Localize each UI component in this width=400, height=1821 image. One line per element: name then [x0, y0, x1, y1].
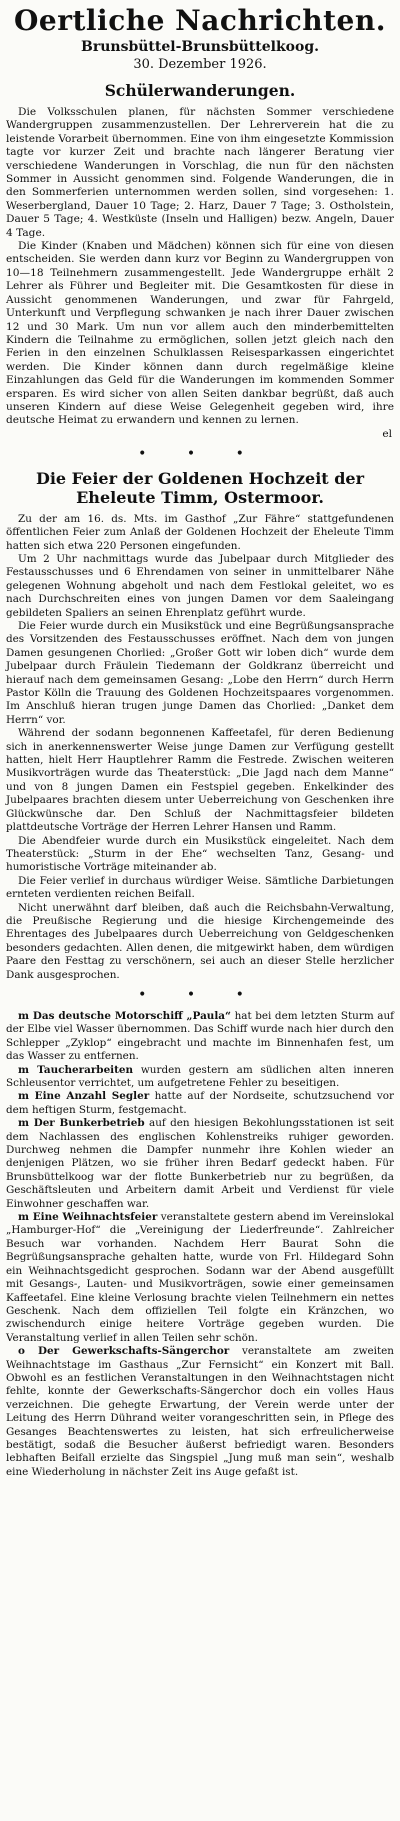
note-text: hat bei dem letzten Sturm auf der Elbe viel Wasser übernommen. Das Schiff wurde nach hier durch den Schlepper „Zyklop“ eingebracht und machte im Binnenhafen fest, um das Wasser zu entfernen. — [6, 1009, 394, 1063]
note-motorschiff — [6, 1010, 394, 1064]
note-saengerchor — [6, 1345, 394, 1479]
note-lead: o Der Gewerkschafts-Sängerchor — [18, 1345, 230, 1358]
article1-heading: Schülerwanderungen. — [104, 81, 296, 100]
article2-heading: Die Feier der Goldenen Hochzeit der Eheleute Timm, Ostermoor. — [35, 468, 365, 507]
separator: • • • — [138, 986, 262, 1003]
article2-paragraph: Zu der am 16. ds. Mts. im Gasthof „Zur Fähre“ stattgefundenen öffentlichen Feier zum Anlaß der Goldenen Hochzeit der Eheleute Timm hatten sich etwa 220 Personen eingefunden. — [6, 512, 394, 552]
article-goldene-hochzeit — [6, 469, 394, 982]
place-line: Brunsbüttel-Brunsbüttelkoog. — [81, 39, 319, 55]
note-lead: m Eine Weihnachtsfeier — [18, 1211, 158, 1224]
local-notes — [6, 1010, 394, 1479]
note-text: wurden gestern am südlichen alten inneren Schleusentor verrichtet, um aufgetretene Fehler zu beseitigen. — [6, 1063, 394, 1089]
article2-paragraph: Während der sodann begonnenen Kaffeetafel, für deren Bedienung sich in anerkennenswerter Weise junge Damen zur Verfügung gestellt hatten, hielt Herr Hauptlehrer Ramm die Festrede. Zwischen weiteren Musikvorträgen wurde das Theaterstück: „Die Jagd nach dem Manne“ und von 8 jungen Damen ein Festspiel gegeben. Enkelkinder des Jubelpaares brachten diesem unter Ueberreichung von Geschenken ihre Glückwünsche dar. Den Schluß der Nachmittagsfeier bildeten plattdeutsche Vorträge der Herren Lehrer Hansen und Ramm. — [6, 727, 394, 834]
article1-signature: el — [382, 427, 392, 440]
article2-paragraph: Die Abendfeier wurde durch ein Musikstück eingeleitet. Nach dem Theaterstück: „Sturm in der Ehe“ wechselten Tanz, Gesang- und humoristische Vorträge miteinander ab. — [6, 834, 394, 874]
newspaper-page — [6, 0, 394, 1479]
article-schuelerwanderungen — [6, 81, 394, 441]
note-lead: m Eine Anzahl Segler — [18, 1090, 150, 1103]
article2-paragraph: Die Feier wurde durch ein Musikstück und eine Begrüßungsansprache des Vorsitzenden des Festausschusses eröffnet. Nach dem von jungen Damen gesungenen Chorlied: „Großer Gott wir loben dich“ wurde dem Jubelpaar durch Fräulein Tiedemann der Goldkranz überreicht und hierauf nach dem gemeinsamen Gesang: „Lobe den Herrn“ durch Herrn Pastor Kölln die Trauung des Goldenen Hochzeitspaares vorgenommen. Im Anschluß hieran trugen junge Damen das Chorlied: „Danket dem Herrn“ vor. — [6, 620, 394, 726]
article1-paragraph: Die Volksschulen planen, für nächsten Sommer verschiedene Wandergruppen zusammenzustellen. Der Lehrerverein hat die zu leistende Vorarbeit übernommen. Eine von ihm eingesetzte Kommission tagte vor kurzer Zeit und brachte nach längerer Beratung vier verschiedene Wanderungen in Vorschlag, die nun für den nächsten Sommer in Aussicht genommen sind. Folgende Wanderungen, die in den Sommerferien unternommen werden sollen, sind vorgesehen: 1. Weserbergland, Dauer 10 Tage; 2. Harz, Dauer 7 Tage; 3. Ostholstein, Dauer 5 Tage; 4. Westküste (Inseln und Halligen) bezw. Angeln, Dauer 4 Tage. — [6, 106, 394, 239]
separator: • • • — [138, 445, 262, 462]
note-text: veranstaltete gestern abend im Vereinslokal „Hamburger-Hof“ die „Vereinigung der Liederfreunde“. Zahlreicher Besuch war vorhanden. Nachdem Herr Baurat Sohn die Begrüßungsansprache gehalten hatte, wurde von Frl. Hildegard Sohn ein Weihnachtsgedicht gesprochen. Sodann war der Abend ausgefüllt mit Gesangs-, Lauten- und Musikvorträgen, sowie einer gemeinsamen Kaffeetafel. Eine kleine Verlosung brachte vielen Teilnehmern ein nettes Geschenk. Nach dem offiziellen Teil folgte ein Kränzchen, wo zwischendurch einige heitere Vorträge gegeben wurden. Die Veranstaltung verlief in allen Teilen sehr schön. — [6, 1211, 394, 1344]
date-line: 30. Dezember 1926. — [133, 57, 267, 72]
note-lead: m Der Bunkerbetrieb — [18, 1117, 145, 1130]
article1-paragraph: Die Kinder (Knaben und Mädchen) können sich für eine von diesen entscheiden. Sie werden dann kurz vor Beginn zu Wandergruppen von 10—18 Teilnehmern zusammengestellt. Jede Wandergruppe erhält 2 Lehrer als Führer und Begleiter mit. Die Gesamtkosten für diese in Aussicht genommenen Wanderungen, und zwar für Fahrgeld, Unterkunft und Verpflegung schwanken je nach ihrer Dauer zwischen 12 und 30 Mark. Um nun vor allem auch den minderbemittelten Kindern die Teilnahme zu ermöglichen, sollen jetzt gleich nach den Ferien in den einzelnen Schulklassen Reisesparkassen eingerichtet werden. Die Kinder können dann durch regelmäßige kleine Einzahlungen das Geld für die Wanderungen im kommenden Sommer ersparen. Es wird sicher von allen Seiten dankbar begrüßt, daß auch unseren Kindern auf diese Weise Gelegenheit gegeben wird, ihre deutsche Heimat zu erwandern und kennen zu lernen. — [6, 240, 394, 427]
note-text: auf den hiesigen Bekohlungsstationen ist seit dem Nachlassen des englischen Kohlenstreiks ruhiger geworden. Durchweg nehmen die Dampfer nunmehr ihre Kohlen wieder an denjenigen Plätzen, wo sie früher ihren Bedarf gedeckt haben. Für Brunsbüttelkoog war der flotte Bunkerbetrieb nur zu begrüßen, da Geschäftsleuten und Arbeitern damit Arbeit und Verdienst für viele Einwohner geschaffen war. — [6, 1117, 394, 1210]
note-segler — [6, 1090, 394, 1117]
note-lead: m Taucherarbeiten — [18, 1063, 134, 1076]
article2-paragraph: Nicht unerwähnt darf bleiben, daß auch die Reichsbahn-Verwaltung, die Preußische Regierung und die hiesige Kirchengemeinde des Ehrentages des Jubelpaares durch Ueberreichung von Geldgeschenken besonders gedachten. Allen denen, die mitgewirkt haben, dem würdigen Paare den Festtag zu verschönern, sei auch an dieser Stelle herzlicher Dank ausgesprochen. — [6, 901, 394, 981]
note-taucher — [6, 1064, 394, 1091]
page-title: Oertliche Nachrichten. — [14, 4, 386, 37]
note-text: veranstaltete am zweiten Weihnachtstage im Gasthaus „Zur Fernsicht“ ein Konzert mit Ball. Obwohl es an festlichen Veranstaltungen in den Weihnachtstagen nicht fehlte, konnte der Gewerkschafts-Sängerchor doch ein volles Haus verzeichnen. Die gehegte Erwartung, der Verein werde unter der Leitung des Herrn Dührand weiter vorangeschritten sein, in Pflege des Gesanges Beachtenswertes zu leisten, hat sich erfreulicherweise bestätigt, sodaß die Besucher äußerst befriedigt waren. Besonders lebhaften Beifall erzielte das Singspiel „Jung muß man sein“, weshalb eine Wiederholung in nächster Zeit ins Auge gefaßt ist. — [6, 1345, 394, 1478]
article2-paragraph: Die Feier verlief in durchaus würdiger Weise. Sämtliche Darbietungen ernteten verdienten reichen Beifall. — [6, 874, 394, 901]
note-weihnachtsfeier — [6, 1211, 394, 1345]
article2-paragraph: Um 2 Uhr nachmittags wurde das Jubelpaar durch Mitglieder des Festausschusses und 6 Ehrendamen von seiner in unmittelbarer Nähe gelegenen Wohnung abgeholt und nach dem Festlokal geleitet, wo es nach Durchschreiten eines von jungen Damen vor dem Saaleingang gebildeten Spaliers an seinen Ehrenplatz geführt wurde. — [6, 552, 394, 619]
note-bunkerbetrieb — [6, 1117, 394, 1211]
note-lead: m Das deutsche Motorschiff „Paula“ — [18, 1009, 232, 1022]
note-text: hatte auf der Nordseite, schutzsuchend vor dem heftigen Sturm, festgemacht. — [6, 1090, 394, 1116]
